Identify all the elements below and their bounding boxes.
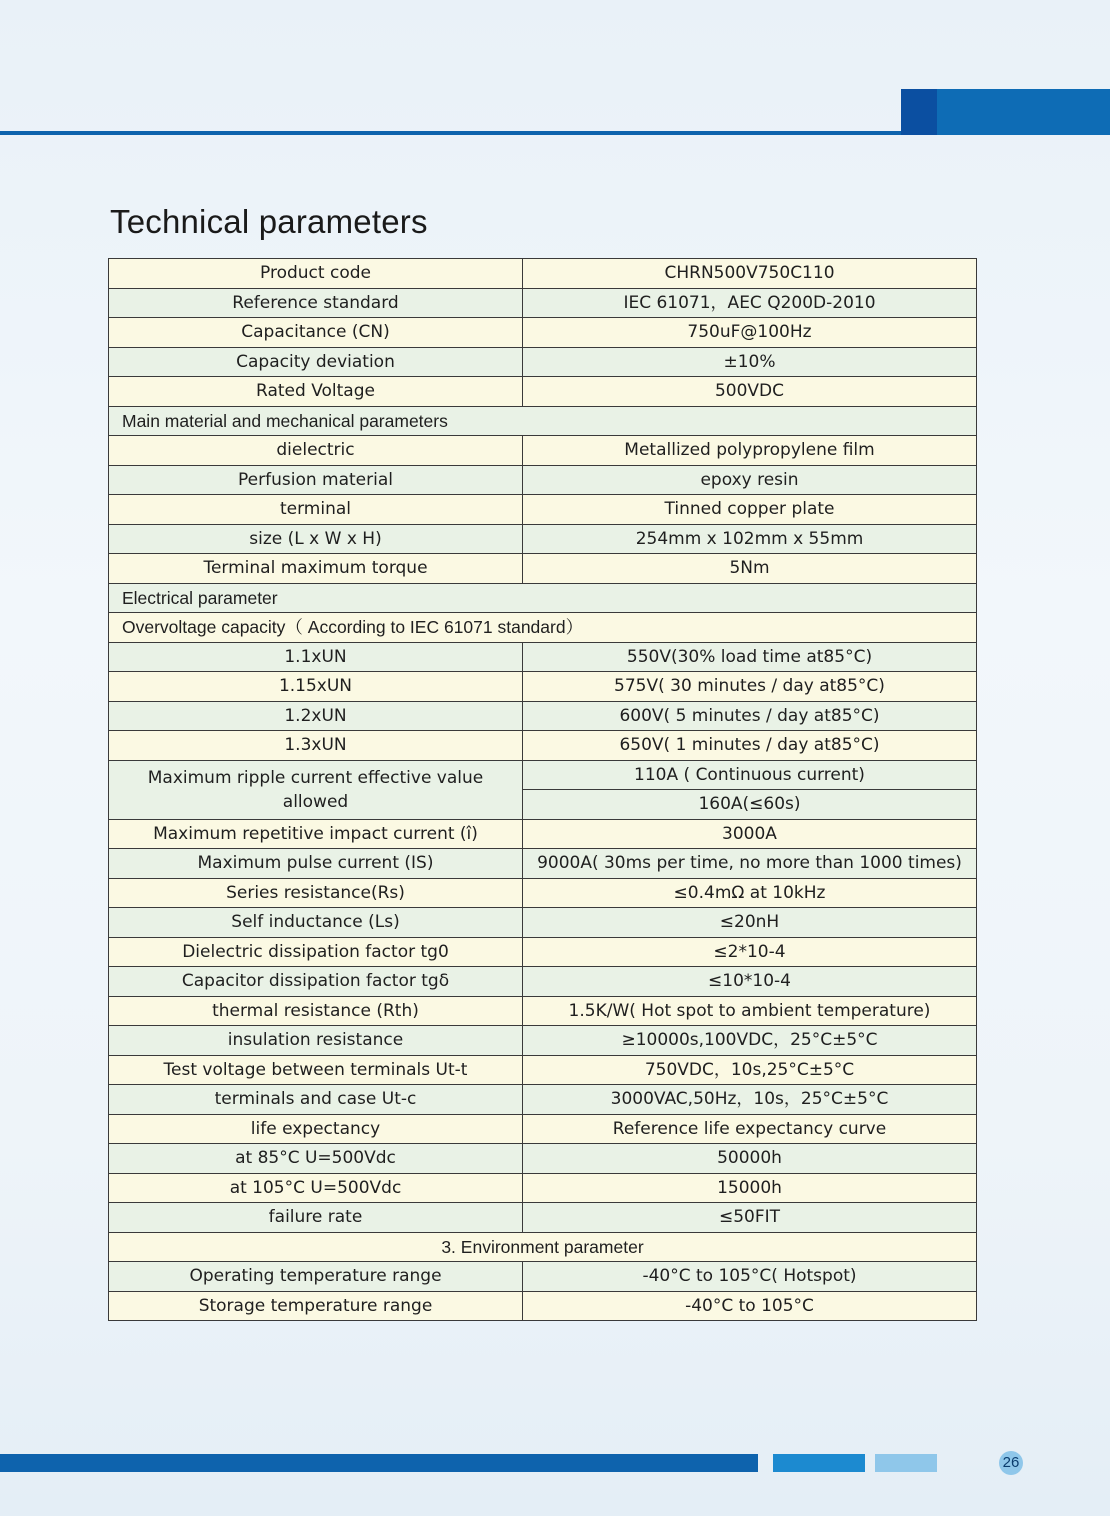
param-label: Dielectric dissipation factor tg0 [109, 937, 523, 967]
param-value: CHRN500V750C110 [523, 259, 977, 289]
table-row [109, 731, 977, 761]
table-row [109, 642, 977, 672]
table-row [109, 1173, 977, 1203]
table-row [109, 672, 977, 702]
page-number-badge: 26 [999, 1451, 1023, 1475]
section-row [109, 613, 977, 643]
footer-accent-mid [773, 1454, 865, 1472]
param-label: 1.3xUN [109, 731, 523, 761]
param-label: 1.15xUN [109, 672, 523, 702]
param-label: thermal resistance (Rth) [109, 996, 523, 1026]
param-value: 550V(30% load time at85°C) [523, 642, 977, 672]
param-value: 3000A [523, 819, 977, 849]
param-value: Tinned copper plate [523, 495, 977, 525]
param-value: ±10% [523, 347, 977, 377]
param-label: Operating temperature range [109, 1262, 523, 1292]
param-value: 750VDC，10s,25°C±5°C [523, 1055, 977, 1085]
param-label: Self inductance (Ls) [109, 908, 523, 938]
param-label: Maximum ripple current effective value allowed [109, 760, 523, 819]
table-row [109, 524, 977, 554]
header-accent-dark [901, 89, 938, 135]
table-row [109, 495, 977, 525]
param-value: 254mm x 102mm x 55mm [523, 524, 977, 554]
param-value: 5Nm [523, 554, 977, 584]
param-label: Terminal maximum torque [109, 554, 523, 584]
param-label: Maximum pulse current (IS) [109, 849, 523, 879]
param-value: 9000A( 30ms per time, no more than 1000 times) [523, 849, 977, 879]
table-row [109, 996, 977, 1026]
param-value: epoxy resin [523, 465, 977, 495]
param-label: insulation resistance [109, 1026, 523, 1056]
table-row [109, 1203, 977, 1233]
table-row [109, 967, 977, 997]
param-value: Reference life expectancy curve [523, 1114, 977, 1144]
section-heading-environment: 3. Environment parameter [109, 1232, 977, 1262]
param-value: 3000VAC,50Hz，10s，25°C±5°C [523, 1085, 977, 1115]
param-value: -40°C to 105°C [523, 1291, 977, 1321]
table-row [109, 819, 977, 849]
param-label: Series resistance(Rs) [109, 878, 523, 908]
table-row [109, 878, 977, 908]
param-label: 1.2xUN [109, 701, 523, 731]
param-value: ≤10*10-4 [523, 967, 977, 997]
table-row [109, 347, 977, 377]
header-rule [0, 131, 905, 135]
table-row [109, 377, 977, 407]
param-label: at 105°C U=500Vdc [109, 1173, 523, 1203]
table-row [109, 259, 977, 289]
table-row [109, 760, 977, 790]
table-row [109, 1114, 977, 1144]
param-label: Test voltage between terminals Ut-t [109, 1055, 523, 1085]
table-row [109, 465, 977, 495]
section-heading-electrical: Electrical parameter [109, 583, 977, 613]
param-value: 575V( 30 minutes / day at85°C) [523, 672, 977, 702]
param-value: 600V( 5 minutes / day at85°C) [523, 701, 977, 731]
section-row [109, 583, 977, 613]
table-row [109, 908, 977, 938]
param-value: ≤0.4mΩ at 10kHz [523, 878, 977, 908]
param-label: dielectric [109, 436, 523, 466]
param-value: ≤20nH [523, 908, 977, 938]
param-label: Capacity deviation [109, 347, 523, 377]
param-label: size (L x W x H) [109, 524, 523, 554]
param-label: Reference standard [109, 288, 523, 318]
table-row [109, 436, 977, 466]
param-value: 50000h [523, 1144, 977, 1174]
param-label: Rated Voltage [109, 377, 523, 407]
table-row [109, 1291, 977, 1321]
section-heading-mechanical: Main material and mechanical parameters [109, 406, 977, 436]
table-row [109, 849, 977, 879]
section-row [109, 1232, 977, 1262]
param-label: Perfusion material [109, 465, 523, 495]
param-value: 650V( 1 minutes / day at85°C) [523, 731, 977, 761]
table-row [109, 1055, 977, 1085]
table-row [109, 1144, 977, 1174]
param-value: 1.5K/W( Hot spot to ambient temperature) [523, 996, 977, 1026]
param-value: 750uF@100Hz [523, 318, 977, 348]
param-value: Metallized polypropylene film [523, 436, 977, 466]
param-value: 160A(≤60s) [523, 790, 977, 820]
param-label: Storage temperature range [109, 1291, 523, 1321]
param-label: Capacitor dissipation factor tgδ [109, 967, 523, 997]
param-value: 110A ( Continuous current) [523, 760, 977, 790]
page-title: Technical parameters [110, 203, 428, 240]
table-row [109, 1026, 977, 1056]
param-label: terminal [109, 495, 523, 525]
param-value: ≥10000s,100VDC，25°C±5°C [523, 1026, 977, 1056]
param-label: Capacitance (CN) [109, 318, 523, 348]
footer-bar [0, 1454, 758, 1472]
param-value: ≤50FIT [523, 1203, 977, 1233]
param-label: terminals and case Ut-c [109, 1085, 523, 1115]
table-row [109, 288, 977, 318]
param-label: at 85°C U=500Vdc [109, 1144, 523, 1174]
section-heading-overvoltage: Overvoltage capacity（ According to IEC 61071 standard） [109, 613, 977, 643]
table-row [109, 937, 977, 967]
section-row [109, 406, 977, 436]
table-row [109, 701, 977, 731]
table-row [109, 554, 977, 584]
param-value: 500VDC [523, 377, 977, 407]
param-label: Product code [109, 259, 523, 289]
footer-accent-light [875, 1454, 937, 1472]
param-label: Maximum repetitive impact current (î) [109, 819, 523, 849]
table-row [109, 1085, 977, 1115]
param-label: failure rate [109, 1203, 523, 1233]
technical-parameters-table [108, 258, 977, 1321]
param-value: ≤2*10-4 [523, 937, 977, 967]
param-value: 15000h [523, 1173, 977, 1203]
param-value: IEC 61071，AEC Q200D-2010 [523, 288, 977, 318]
table-row [109, 1262, 977, 1292]
param-label: 1.1xUN [109, 642, 523, 672]
header-accent [937, 89, 1110, 135]
param-value: -40°C to 105°C( Hotspot) [523, 1262, 977, 1292]
table-row [109, 318, 977, 348]
param-label: life expectancy [109, 1114, 523, 1144]
